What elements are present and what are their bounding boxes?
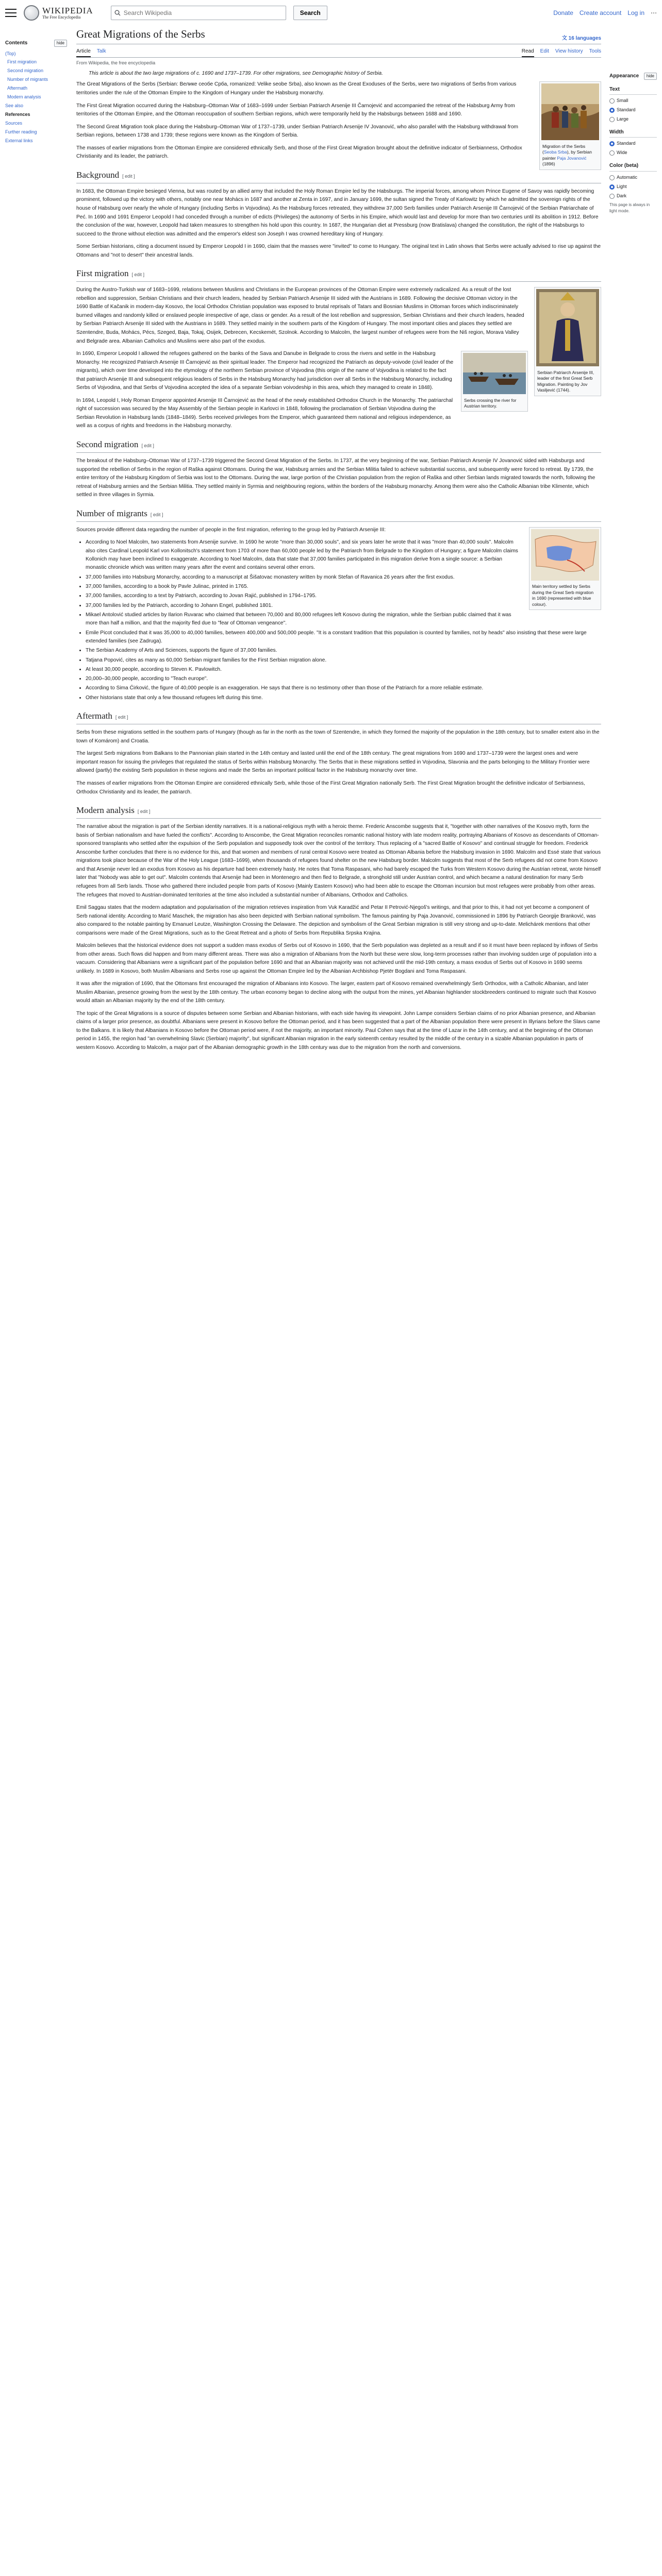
main-menu-icon[interactable] [5,9,16,17]
text-option-large[interactable] [609,116,657,123]
top-header [0,0,662,26]
section-edit-link[interactable]: [ edit ] [122,173,135,179]
section-paragraph: Malcolm believes that the historical evidence does not support a sudden mass exodus of Serbs out of Kosovo in 1690, that the Serb population was depleted as a result and if so it must have been replaced by inflows of Serbs from other areas. Such flows did happen and from many different areas. There was also a migration of Albanians from the North but these were slow, long-term processes rather than involving sudden urge of population into a vacuum. Considering that Albanians were a significant part of the population before 1690 and that an Albanian majority was not achieved until the mid-19th century, a mass exodus of Serbs out of Kosovo in 1690 seems unlikely. In 1689 in Kosovo, both Muslim Albanians and Serbs rose up against the Ottoman Empire led by the Albanian Archbishop Pjetër Bogdani and Toma Raspasani. [76,943,598,974]
section-paragraph: Serbs from these migrations settled in the southern parts of Hungary (though as far in the north as the town of Szentendre, in which they formed the majority of the population in the 18th century, but to smaller extent also in the town of Komárom) and Croatia. [76,730,600,744]
intro-paragraph: The Great Migrations of the Serbs (Serbian: Велике сеобе Срба, romanized: Velike seobe Srba), also known as the Great Exoduses of the Serbs, were two migrations of Serbs from various territories under the rule of the Ottoman Empire to the Kingdom of Hungary under the Habsburg monarchy. [76,81,517,96]
list-item: • According to Noel Malcolm, two statements from Arsenije survive. In 1690 he wrote "more than 30,000 souls", and six years later he wrote that it was "more than 40,000 souls". Malcolm also cites Cardinal Leopold Karl von Kollonitsch's statement from 1703 of more than 60,000 people led by the Patriarch from Belgrade to the Kingdom of Hungary; a figure Malcolm claims Kollonich may have been inclined to exaggerate. According to Noel Malcolm, data that state that 37,000 families participated in this migration derive from a single source: a Serbian monastic chronicle which was written many years after the event and contains several other errors. [86,538,601,572]
color-option-light[interactable] [609,183,657,191]
toc-item[interactable]: First migration [7,59,37,65]
language-button[interactable]: 文 16 languages [561,36,601,42]
migration-map-figure [529,527,601,610]
section-paragraph: Some Serbian historians, citing a document issued by Emperor Leopold I in 1690, claim that the masses were "invited" to come to Hungary. The original text in Latin shows that Serbs were actually advised to rise up against the Ottomans and "not to desert" their ancestral lands. [76,244,601,258]
section-edit-link[interactable]: [ edit ] [141,443,154,448]
patriarch-portrait-figure [534,287,601,396]
section-paragraph: Sources provide different data regarding the number of people in the first migration, referring to the group led by Patriarch Arsenije III: [76,527,386,533]
section-paragraph: The breakout of the Habsburg–Ottoman War of 1737–1739 triggered the Second Great Migration of the Serbs. In 1737, at the very beginning of the war, Serbian Patriarch Arsenije IV Jovanović sided with Habsburgs and supported the rebellion of Serbs in the region of Raška against Ottomans. During the war, Habsburg armies and the Serbian Militia failed to achieve substantial success, and subsequently were forced to retreat. By 1739, the entire territory of the Habsburg Kingdom of Serbia was lost to the Ottomans. During the war, large portion of the Christian population from the region of Raška and other Serbian lands migrated towards the north, following the retreat of Habsburg armies and the Serbian Militia. They settled mainly in Syrmia and neighbouring regions, within the borders of the Habsburg monarchy. Among them were also the Catholic Albanian tribe Klimente, which settled in three villages in Syrmia. [76,458,595,498]
list-item: • 37,000 families led by the Patriarch, according to Johann Engel, published 1801. [86,602,601,610]
section-heading [76,438,601,453]
radio-label: Standard [617,141,636,146]
radio-icon [609,150,615,156]
tab-read[interactable]: Read [522,46,534,58]
section-paragraph: The topic of the Great Migrations is a source of disputes between some Serbian and Albanian historians, with each side having its viewpoint. John Lampe considers Serbian claims of no prior Albanian presence, and Albanian claims of a larger prior presence, as doubtful. Albanians were present in Kosovo before the Ottoman period, and it has been suggested that a part of the Albanian population there were present in Illyrians before the Slavs came to the Balkans. It is likely that Albanians in Kosovo before the Ottoman period were, if not the majority, an important minority. Paul Cohen says that at the time of Lazar in the 14th century, and at the beginning of the Ottoman period in 1455, the region had "an overwhelming Slavic (Serbian) majority", but significant Albanian migration in the early sixteenth century resulted by the middle of the century in a sizable Albanian population in parts of western Kosovo. According to Malcolm, a major part of the Albanian demographic growth in the 18th century was due to the migration from the north and conversions. [76,1010,600,1050]
toc-item[interactable]: See also [5,103,24,109]
toc-item[interactable]: References [5,112,30,117]
radio-label: Dark [617,193,627,198]
map-caption: Main territory settled by Serbs during the Great Serb migration in 1690 (represented with blue colour). [532,584,594,607]
radio-icon [609,98,615,104]
section-edit-link[interactable]: [ edit ] [115,715,128,720]
tab-edit[interactable]: Edit [540,48,549,54]
intro-paragraph: The First Great Migration occurred during the Habsburg–Ottoman War of 1683–1699 under Serbian Patriarch Arsenije III Čarnojević and accompanied the retreat of the Habsburg Army from territories of the Ottoman Empire, and the Ottoman reoccupation of southern Serbian regions, which were temporarily held by the Habsburgs between 1688 and 1690. [76,103,515,117]
radio-label: Light [617,183,627,189]
text-option-standard[interactable] [609,107,657,114]
migration-painting-image [541,83,599,140]
toc-item[interactable]: Modern analysis [7,94,41,100]
toc-item[interactable]: Aftermath [7,86,28,91]
section-paragraph: In 1683, the Ottoman Empire besieged Vienna, but was routed by an allied army that included the Holy Roman Empire led by the Habsburgs. The imperial forces, among whom Prince Eugene of Savoy was rapidly becoming prominent, followed up the victory with others, notably one near Mohács in 1687 and another at Zenta in 1697, and in January 1699, the sultan signed the Treaty of Karlowitz by which he admitted the sovereign rights of the house of Habsburg over nearly the whole of Hungary (including Serbs in Vojvodina). As the Habsburg forces retreated, they withdrew 37,000 Serb families under Patriarch Arsenije III Čarnojević of the Serbian Patriarchate of Peć. In 1690 and 1691 Emperor Leopold I had conceded through a number of edicts (Privileges) the autonomy of Serbs in his Empire, which would last and develop for more than two centuries until its abolition in 1912. Before the conclusion of the war, however, Leopold had taken measures to strengthen his hold upon this country. In 1687, the Hungarian diet at Pressburg (now Bratislava) changed the constitution, the right of the Habsburgs to succeed to the throne without election was admitted and the emperor's eldest son Joseph I was crowned hereditary king of Hungary. [76,188,599,237]
patriarch-portrait-image [536,289,599,366]
wikipedia-logo[interactable] [24,5,93,21]
list-item: • 20,000–30,000 people, according to "Teach europe". [86,675,601,683]
appearance-title: Appearance [609,73,639,79]
section-paragraph: The largest Serb migrations from Balkans to the Pannonian plain started in the 14th century and lasted until the end of the 18th century. The great migrations from 1690 and 1737–1739 were the largest ones and were important reason for issuing the privileges that regulated the status of Serbs within Habsburg Monarchy. The Serbs that in these migrations settled in Vojvodina, Slavonia and the parts belonging to the Military Frontier were allowed (partly) the existing Serb population in these regions and made the Serbs an important political factor in the Habsburg monarchy over time. [76,751,590,774]
section-paragraph: In 1690, Emperor Leopold I allowed the refugees gathered on the banks of the Sava and Danube in Belgrade to cross the rivers and settle in the Habsburg Monarchy. He recognized Patriarch Arsenije III Čarnojević as their spiritual leader. The Emperor had recognized the Patriarch as deputy-voivode (civil leader of the migrants), which over time developed into the etymology of the northern Serbian province of Vojvodina (this origin of the name of Vojvodina is related to the fact that patriarch Arsenije III and subsequent religious leaders of Serbs in the Habsburg Monarchy had jurisdiction over all Serbs in the Habsburg Monarchy, including Serbs of Vojvodina, and that Serbs of Vojvodina accepted the idea of a separate Serbian voivodeship in this area, which they managed to create in 1848). [76,351,454,391]
color-heading: Color (beta) [609,162,657,172]
hatnote: This article is about the two large migrations of c. 1690 and 1737–1739. For other migrations, see Demographic history of Serbia. [89,70,383,76]
radio-icon [609,117,615,122]
section-heading-text: First migration [76,268,129,279]
section-heading-text: Background [76,170,120,180]
list-item: • 37,000 families, according to a book by Pavle Julinac, printed in 1765. [86,583,601,591]
radio-icon [609,194,615,199]
toc-item[interactable]: Sources [5,121,23,126]
text-option-small[interactable] [609,97,657,105]
tab-talk[interactable]: Talk [96,48,106,54]
section-heading-text: Number of migrants [76,508,147,518]
width-option-standard[interactable] [609,140,657,147]
toc-item[interactable]: Number of migrants [7,77,48,82]
radio-icon [609,175,615,180]
tab-article[interactable]: Article [76,46,91,58]
more-options-icon[interactable]: ⋯ [651,9,657,16]
create-account-link[interactable]: Create account [579,9,622,16]
color-option-dark[interactable] [609,193,657,200]
radio-icon [609,184,615,190]
river-caption: Serbs crossing the river for Austrian territory. [464,397,517,409]
section-paragraph: Emil Saggau states that the modern adaptation and popularisation of the migration retrieves inspiration from Vuk Karadžić and Petar II Petrović-Njegoš's writings, and that prior to this, it had not yet become a component of Serb national identity. According to Marić Maschek, the migration has also been depicted with Serbian national symbolism. The famous painting by Paja Jovanović, commissioned in 1896 by Patriarch Georgije Branković, was also compared to the notable painting by Emanuel Leutze, Washington Crossing the Delaware. The depiction and symbolism of the Great Serbian migration is still very strong and up-to-date. Melichárek mentions that other comparisons were made of the Great Migrations, such as to the Great Retreat and a photo of Serbs from Republika Srpska Krajina. [76,905,596,936]
radio-label: Wide [617,150,627,156]
intro-paragraph: The masses of earlier migrations from the Ottoman Empire are considered ethnically Serb, and those of the First Great Migration brought about the definitive indicator of Serbianness, Orthodox Christianity and its leader, the patriarch. [76,145,522,160]
width-option-wide[interactable] [609,149,657,157]
toc-item[interactable]: External links [5,138,33,143]
intro-paragraph: The Second Great Migration took place during the Habsburg–Ottoman War of 1737–1739, under Serbian Patriarch Arsenije IV Jovanović, who also parallel with the Habsburg withdrawal from Serbian regions, between 1738 and 1739; these regions were known as the Kingdom of Serbia. [76,124,518,139]
appearance-panel [609,26,657,1056]
section-heading [76,804,601,819]
logo-subtitle: The Free Encyclopedia [42,14,81,20]
radio-label: Standard [617,107,636,112]
section-paragraph: The masses of earlier migrations from the Ottoman Empire are considered ethnically Serb, while those of the First Great Migration nationally Serb. The First Great Migration brought the definitive indicator of Serbianness, Orthodox Christianity and its leader, the patriarch. [76,781,585,795]
section-paragraph: The narrative about the migration is part of the Serbian identity narratives. It is a national-religious myth with a heroic theme. Frederic Anscombe suggests that it, "together with other narratives of the Kosovo myth, form the basis of Serbian nationalism and have fueled the conflicts". According to Anscombe, the Great Migration reconciles romantic national history with late modern reality, portraying Albanians of Kosovo as descendants of Ottoman-sponsored transplants who settled after the expulsion of the Serb population and supposedly took over the control of the territory. Thus replacing of a "sacred Battle of Kosovo" and continual struggle for freedom. Frederick Anscombe further concludes that there is no evidence for this, and that women and members of rural central Kosovo were treated as Ottoman Albania before the Habsburg invasion in 1690. Malcolm and Essé state that various migrations took place because of the War of the Holy League (1683–1699), when thousands of refugees found shelter on the new Habsburg border. Malcolm suggests that most of the Serb refugees did not come from Kosovo and that Arsenije never led an exodus from Kosovo as his departure had been extremely hasty. He notes that Toma Raspasani, who had barely escaped the Turks from Western Kosovo during the Austrian retreat, wrote himself later that "Nobody was able to get out". Malcolm contends that Arsenije had been in Montenegro and then fled to Belgrade, a stronghold still under Austrian control, and which became a natural destination for many Serb refugees from all Serb lands. Those who gathered there included people from parts of Kosovo (Mainly Eastern Kosovo) who had been able to escape the Ottoman incursion but most refugees were probably from other areas. The refugees that moved to Austrian-dominated territories at the time also included a substantial number of Albanians, Orthodox and Catholics. [76,824,601,898]
globe-icon [24,5,39,21]
search-input[interactable] [124,9,283,16]
section-paragraph: In 1694, Leopold I, Holy Roman Emperor appointed Arsenije III Čarnojević as the head of the newly established Orthodox Church in the Monarchy. The patriarchal right of succession was secured by the May Assembly of the Serbian people in Karlovci in 1848, following the proclamation of Serbian Vojvodina during the Serbian Revolution in Habsburg lands (1848–1849). Serbs received privileges from the Emperor, which guaranteed them national and religious independence, as well as a corpus of rights and freedoms in the Habsburg monarchy. [76,397,453,429]
logo-title: WIKIPEDIA [42,5,93,15]
section-paragraph: During the Austro-Turkish war of 1683–1699, relations between Muslims and Christians in the European provinces of the Ottoman Empire were extremely radicalized. As a result of the lost rebellion and suppression, Serbian Christians and their church leaders, headed by Serbian Patriarch Arsenije III sided with the Austrians in 1689. Following the decisive Ottoman victory in the 1690 Battle of Kačanik in modern-day Kosovo, the local Orthodox Christian population was exposed to brutal reprisals of Tatars and Bosnian Muslims in Ottoman forces which indiscriminately burned villages and randomly killed or enslaved people irrespective of age, class or gender. As a result of the lost rebellion and suppression, Serbian Christians and their church leaders, headed by Serbian Patriarch Arsenije III sided with the Austrians in 1689. They settled mainly in the southern parts of the Kingdom of Hungary. The most important cities and places they settled are Szentendre, Buda, Mohács, Pécs, Szeged, Baja, Tokaj, Osijek, Debrecen, Kecskemét, Szolnok. According to Malcolm, the largest number of refugees were from the Niš region, Morava Valley and Belgrade area. Albanian Catholics and Muslims were also part of the exodus. [76,287,524,344]
login-link[interactable]: Log in [627,9,644,16]
donate-link[interactable]: Donate [553,9,573,16]
list-item: • Other historians state that only a few thousand refugees left during this time. [86,694,601,702]
toc-item[interactable]: Second migration [7,68,44,74]
list-item: • 37,000 families, according to a text by Patriarch, according to Jovan Rajić, published in 1794–1795. [86,592,601,600]
section-heading-text: Modern analysis [76,805,135,816]
radio-icon [609,141,615,146]
page-title-text: Great Migrations of the Serbs [76,28,205,40]
infobox-painting [539,81,601,170]
section-heading [76,709,601,724]
list-item: • According to Sima Ćirković, the figure of 40,000 people is an exaggeration. He says that there is no testimony other than those of the Patriarch for a more reliable estimate. [86,684,601,692]
tagline: From Wikipedia, the free encyclopedia [76,60,156,66]
toc-item[interactable]: (Top) [5,50,16,56]
tab-view-history[interactable]: View history [555,48,583,54]
radio-label: Small [617,98,628,103]
text-size-heading: Text [609,86,657,95]
section-heading-text: Aftermath [76,711,112,721]
section-edit-link[interactable]: [ edit ] [137,809,151,815]
infobox-caption: Migration of the Serbs (Seoba Srba), by Serbian painter Paja Jovanović (1896) [542,143,592,167]
toc-title: Contents [5,40,28,46]
width-heading: Width [609,128,657,138]
article-main [67,26,609,1056]
toc-item[interactable]: Further reading [5,129,37,134]
toc-hide-button[interactable]: hide [54,40,67,47]
radio-icon [609,108,615,113]
portrait-caption: Serbian Patriarch Arsenije III, leader of the first Great Serb Migration. Painting by Jov Vasiljević (1744). [537,369,594,393]
section-edit-link[interactable]: [ edit ] [131,272,145,278]
radio-label: Automatic [617,174,638,180]
color-note: This page is always in light mode. [609,202,650,213]
section-heading [76,507,601,522]
list-item: • The Serbian Academy of Arts and Sciences, supports the figure of 37,000 families. [86,647,601,655]
section-heading-text: Second migration [76,439,139,449]
radio-label: Large [617,116,629,122]
appearance-hide-button[interactable]: hide [644,73,657,80]
table-of-contents [5,26,67,1056]
list-item: • 37,000 families into Habsburg Monarchy, according to a manuscript at Šišatovac monastery written by monk Stefan of Ravanica 26 years after the first exodus. [86,573,601,582]
list-item: • Tatjana Popović, cites as many as 60,000 Serbian migrant families for the First Serbian migration alone. [86,656,601,665]
tab-tools[interactable]: Tools [589,48,601,54]
toc-list [5,50,67,145]
river-crossing-figure [461,351,528,412]
list-item: • At least 30,000 people, according to Steven K. Pavlowitch. [86,666,601,674]
search-box [111,6,286,20]
river-crossing-image [463,353,526,394]
list-item: • Mikael Antolović studied articles by Ilarion Ruvarac who claimed that between 70,000 and 80,000 refugees left Kosovo during the migration, while the Serbian public claimed that it was more than half a million, and that the majority fled due to "fear of Ottoman vengeance". [86,611,601,628]
list-item: • Emile Picot concluded that it was 35,000 to 40,000 families, between 400,000 and 500,000 people. "It is a constant tradition that this population is counted by families, not by heads" also insisting that these were large extended families (see Zadruga). [86,629,601,646]
migration-map-image [531,529,599,581]
section-paragraph: It was after the migration of 1690, that the Ottomans first encouraged the migration of Albanians into Kosovo. The larger, eastern part of Kosovo remained overwhelmingly Serb Orthodox, with a Catholic Albanian, and later Muslim Albanian, presence growing from the west by the 18th century. The urban economy began to decline along with the output from the mines, yet Albanian highlander stockbreeders continued to migrate such that Kosovo would attain an Albanian majority by the end of the 18th century. [76,981,597,1004]
migrant-estimates-list [86,538,601,702]
section-edit-link[interactable]: [ edit ] [150,512,163,517]
page-tabs [76,46,601,58]
section-heading [76,168,601,183]
section-heading [76,267,601,282]
color-option-automatic[interactable] [609,174,657,181]
search-button[interactable]: Search [293,6,327,20]
search-icon [114,10,121,16]
page-title [76,26,601,44]
